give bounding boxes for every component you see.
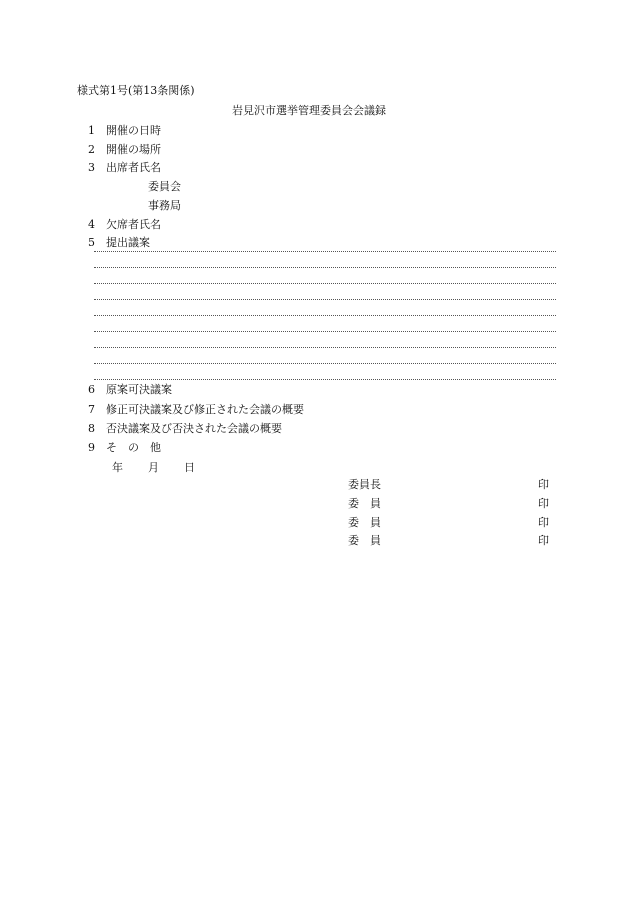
item-meeting-place (88, 143, 161, 157)
signature-role-chair: 委員長 (348, 478, 381, 491)
item-absentees (88, 218, 161, 232)
item-number: 4 (88, 218, 95, 231)
seal-mark: 印 (538, 497, 549, 510)
seal-mark: 印 (538, 478, 549, 491)
item-proposals (88, 236, 150, 250)
item-label: 提出議案 (106, 236, 150, 249)
seal-mark: 印 (538, 534, 549, 547)
item-number: 9 (88, 441, 95, 454)
item-number: 2 (88, 143, 95, 156)
item-rejected (88, 422, 282, 436)
item-attendees (88, 161, 161, 175)
dotted-line (94, 363, 556, 364)
dotted-line (94, 299, 556, 300)
signature-role-member: 委 員 (348, 534, 381, 547)
item-label: そ の 他 (106, 441, 161, 454)
item-number: 1 (88, 124, 95, 137)
dotted-line (94, 267, 556, 268)
form-label: 様式第1号(第13条関係) (77, 84, 195, 97)
item-label: 開催の日時 (106, 124, 161, 137)
date-line (112, 461, 195, 475)
attendees-committee: 委員会 (148, 180, 181, 193)
item-other (88, 441, 161, 455)
item-label: 出席者氏名 (106, 161, 161, 174)
signature-role-member: 委 員 (348, 497, 381, 510)
item-number: 3 (88, 161, 95, 174)
dotted-line (94, 251, 556, 252)
proposals-writing-area (94, 251, 556, 395)
date-year: 年 (112, 461, 123, 474)
item-approved-original (88, 383, 172, 397)
item-label: 修正可決議案及び修正された会議の概要 (106, 403, 304, 416)
item-label: 欠席者氏名 (106, 218, 161, 231)
item-approved-amended (88, 403, 304, 417)
dotted-line (94, 379, 556, 380)
dotted-line (94, 315, 556, 316)
item-label: 否決議案及び否決された会議の概要 (106, 422, 282, 435)
item-number: 5 (88, 236, 95, 249)
item-label: 開催の場所 (106, 143, 161, 156)
item-number: 7 (88, 403, 95, 416)
document-title: 岩見沢市選挙管理委員会会議録 (232, 104, 386, 117)
item-number: 6 (88, 383, 95, 396)
signature-role-member: 委 員 (348, 516, 381, 529)
item-meeting-datetime (88, 124, 161, 138)
seal-mark: 印 (538, 516, 549, 529)
item-label: 原案可決議案 (106, 383, 172, 396)
dotted-line (94, 347, 556, 348)
attendees-secretariat: 事務局 (148, 199, 181, 212)
date-month: 月 (148, 461, 159, 474)
dotted-line (94, 283, 556, 284)
date-day: 日 (184, 461, 195, 474)
dotted-line (94, 331, 556, 332)
item-number: 8 (88, 422, 95, 435)
